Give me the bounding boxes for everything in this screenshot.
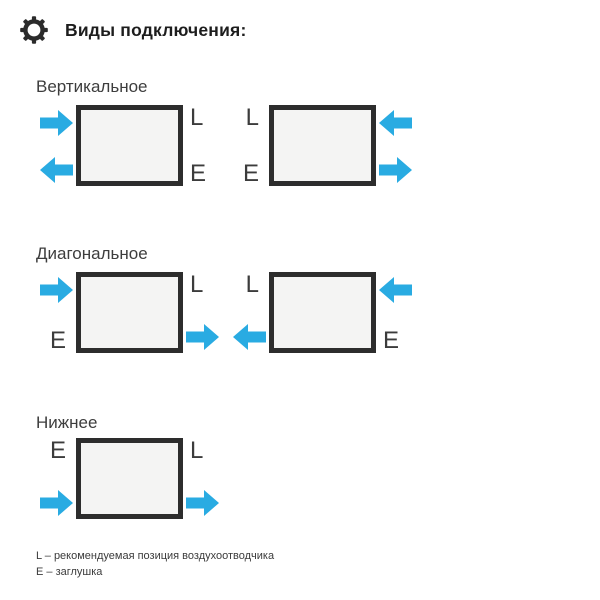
section-label: Нижнее — [36, 413, 98, 432]
section-diagonal — [0, 244, 600, 359]
vent-position-label: L — [190, 437, 204, 464]
radiator-box — [76, 272, 183, 353]
radiator-diagram — [40, 272, 219, 353]
flow-arrow-right-icon — [186, 324, 219, 350]
vent-position-label: L — [245, 271, 259, 298]
flow-arrow-right-icon — [379, 157, 412, 183]
flow-arrow-left-icon — [379, 277, 412, 303]
legend-line-l: L – рекомендуемая позиция воздухоотводчика — [36, 550, 275, 562]
flow-arrow-left-icon — [233, 324, 266, 350]
section-bottom — [0, 413, 600, 525]
flow-arrow-right-icon — [186, 490, 219, 516]
radiator-box — [76, 438, 183, 519]
vent-position-label: L — [190, 271, 204, 298]
plug-label: E — [49, 327, 66, 354]
legend-line-e: E – заглушка — [36, 565, 103, 578]
legend — [36, 549, 274, 580]
header — [18, 14, 246, 46]
gear-icon — [18, 14, 50, 46]
flow-arrow-right-icon — [40, 110, 73, 136]
radiator-box — [76, 105, 183, 186]
plug-label: E — [190, 160, 207, 187]
plug-label: E — [242, 160, 259, 187]
section-vertical — [0, 77, 600, 192]
flow-arrow-left-icon — [40, 157, 73, 183]
flow-arrow-right-icon — [40, 490, 73, 516]
flow-arrow-right-icon — [40, 277, 73, 303]
section-label: Диагональное — [36, 244, 148, 263]
plug-label: E — [383, 327, 400, 354]
plug-label: E — [49, 437, 66, 464]
vent-position-label: L — [245, 104, 259, 131]
radiator-diagram — [233, 105, 412, 186]
section-label: Вертикальное — [36, 77, 148, 96]
radiator-diagram — [233, 272, 412, 353]
radiator-box — [269, 105, 376, 186]
radiator-diagram — [40, 438, 219, 519]
radiator-diagram — [40, 105, 219, 186]
page-title: Виды подключения: — [65, 19, 247, 40]
radiator-box — [269, 272, 376, 353]
flow-arrow-left-icon — [379, 110, 412, 136]
vent-position-label: L — [190, 104, 204, 131]
